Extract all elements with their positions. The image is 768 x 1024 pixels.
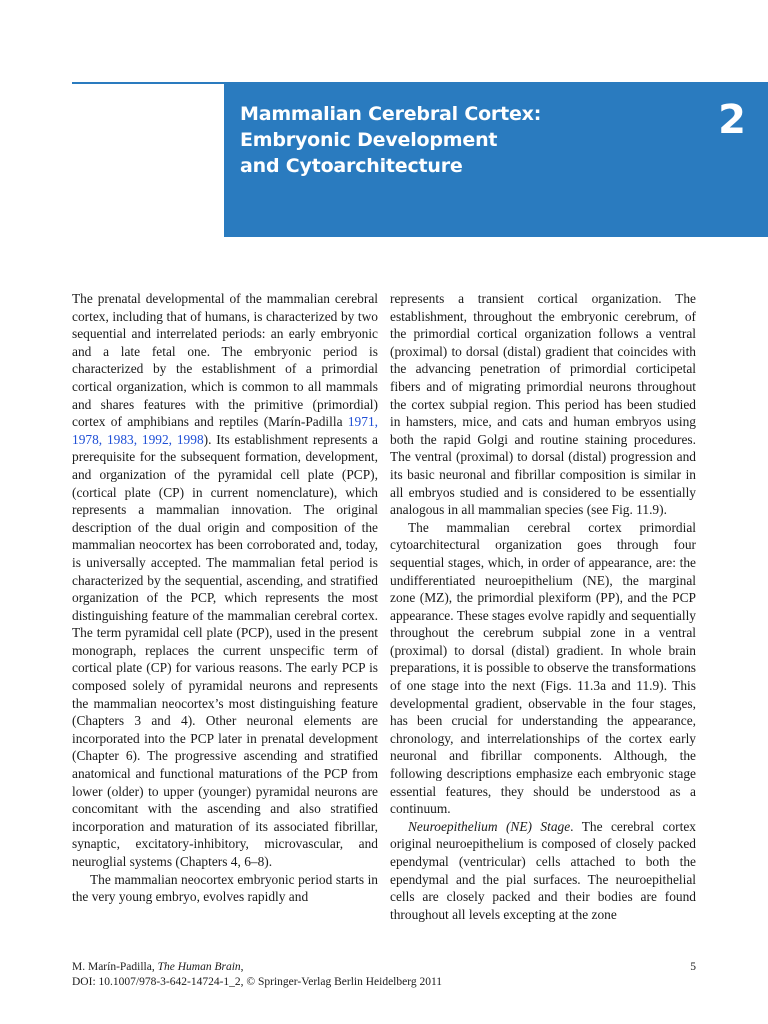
footer-book-title: The Human Brain [157,961,241,973]
paragraph-text: The prenatal developmental of the mammalian cerebral cortex, including that of humans, is characterized by two sequential and interrelated periods: an early embryonic and a late fetal one. The embryonic period is characterized by the establishment of a primordial cortical organization, which is common to all mammals and shares features with the primitive (primordial) cortex of amphibians and reptiles (Marín-Padilla [72,291,378,430]
footer-citation-line [72,960,696,975]
chapter-banner [224,84,768,237]
paragraph-text: ). Its establishment represents a prerequisite for the subsequent formation, development, and organization of the pyramidal cell plate (PCP), (cortical plate (CP) in current nomenclature), which represents a mammalian innovation. The original description of the dual origin and composition of the mammalian neocortex has been corroborated and, today, is universally accepted. The mammalian fetal period is characterized by the sequential, ascending, and stratified organization of the PCP, which represents the most distinguishing feature of the mammalian cerebral cortex. The term pyramidal cell plate (PCP), used in the present monograph, replaces the current unspecific term of cortical plate (CP) for various reasons. The early PCP is composed solely of pyramidal neurons and represents the mammalian neocortex’s most distinguishing feature (Chapters 3 and 4). Other neuronal elements are incorporated into the PCP later in prenatal development (Chapter 6). The progressive ascending and stratified anatomical and functional maturations of the PCP from lower (older) to upper (younger) pyramidal neurons are concomitant with the ascending and also stratified incorporation and maturation of its associated fibrillar, synaptic, excitatory-inhibitory, microvascular, and neuroglial systems (Chapters 4, 6–8). [72,431,378,869]
footer-author: M. Marín-Padilla, [72,961,158,973]
chapter-number: 2 [718,97,746,143]
chapter-title-line: Mammalian Cerebral Cortex: [240,103,542,125]
paragraph: The mammalian neocortex embryonic period starts in the very young embryo, evolves rapidly and [72,871,378,905]
citation-link[interactable]: 1971, 1978, 1983, 1992, 1998 [72,414,378,447]
paragraph: represents a transient cortical organization. The establishment, throughout the embryonic cerebrum, of the primordial cortical organization follows a ventral (proximal) to dorsal (distal) gradient that coincides with the advancing penetration of primordial corticipetal fibers and of migrating primordial neurons throughout the cortex subpial region. This period has been studied in hamsters, mice, and cats and human embryos using both the rapid Golgi and routine staining procedures. The ventral (proximal) to dorsal (distal) progression and its basic neuronal and fibrillar composition is similar in all embryos studied and is considered to be essentially analogous in all mammalian species (see Fig. 11.9). [390,291,696,518]
text-column-right [390,290,696,923]
page-number: 5 [690,961,696,973]
section-run-in-heading: Neuroepithelium (NE) Stage [408,818,571,834]
footer-doi: DOI: 10.1007/978-3-642-14724-1_2, © Springer-Verlag Berlin Heidelberg 2011 [72,976,443,988]
paragraph: The mammalian cerebral cortex primordial cytoarchitectural organization goes through four sequential stages, which, in order of appearance, are: the undifferentiated neuroepithelium (NE), the marginal zone (MZ), the primordial plexiform (PP), and the PCP appearance. These stages evolve rapidly and sequentially throughout the cerebrum subpial zone in a ventral (proximal) to dorsal (distal) gradient. In whole brain preparations, it is possible to observe the transformations of one stage into the next (Figs. 11.3a and 11.9). This developmental gradient, observable in the four stages, has been crucial for understanding the appearance, chronology, and interrelationships of the cortex early neuronal and fibrillar components. Although, the following descriptions emphasize each embryonic stage essential features, they should be understood as a continuum. [390,519,696,817]
paragraph [72,290,378,871]
text-column-left [72,290,378,906]
page-footer [72,960,696,990]
chapter-title-line: Embryonic Development [240,129,498,151]
chapter-title [240,101,541,179]
paragraph [390,818,696,924]
paragraph-text: . The cerebral cortex original neuroepithelium is composed of closely packed ependymal (ventricular) cells attached to both the ependymal and the pial surfaces. The neuroepithelial cells are closely packed and their bodies are found throughout all levels excepting at the zone [390,818,696,922]
footer-punctuation: , [240,961,244,973]
chapter-title-line: and Cytoarchitecture [240,155,463,177]
